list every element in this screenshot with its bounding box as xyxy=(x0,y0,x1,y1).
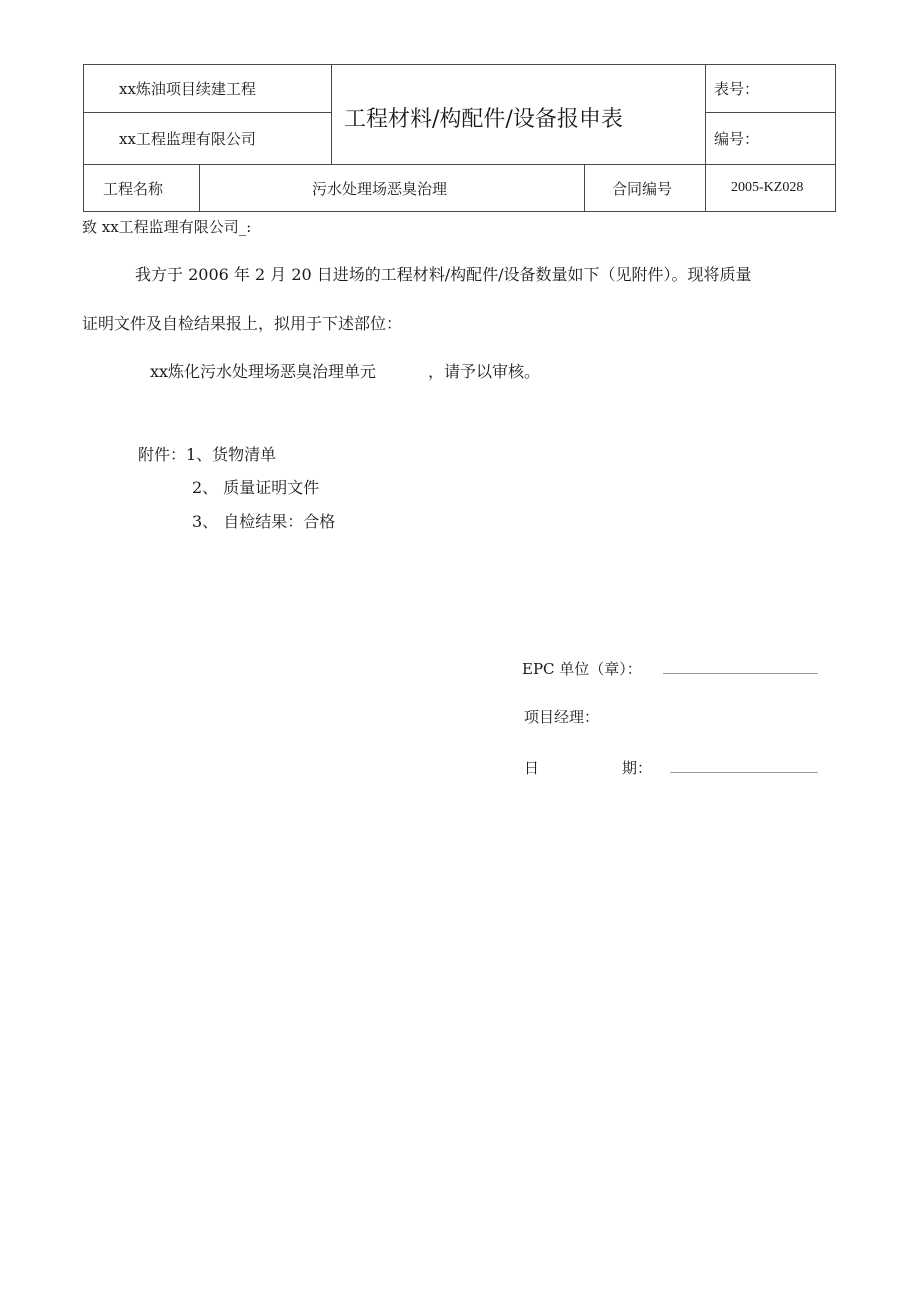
attachment-item-2: 2、 质量证明文件 xyxy=(192,478,320,497)
org-supervisor-name: xx工程监理有限公司 xyxy=(119,130,256,148)
table-divider-left-middle xyxy=(83,112,331,113)
date-label-right: 期： xyxy=(622,759,653,777)
epc-unit-label: EPC 单位（章）： xyxy=(522,660,642,678)
project-name-value: 污水处理场恶臭治理 xyxy=(312,180,448,198)
addressee-line: 致 xx工程监理有限公司_: xyxy=(82,218,252,236)
table-border-top xyxy=(83,64,836,65)
org-project-name: xx炼油项目续建工程 xyxy=(119,80,256,98)
paragraph-line-1: 我方于 2006 年 2 月 20 日进场的工程材料/构配件/设备数量如下（见附件）。现将质量 xyxy=(135,265,752,284)
attachment-item-1: 附件：1、货物清单 xyxy=(138,445,277,464)
serial-number-label: 编号： xyxy=(714,130,760,148)
attachment-item-3: 3、 自检结果：合格 xyxy=(192,512,336,531)
contract-number-value: 2005-KZ028 xyxy=(731,180,804,195)
table-divider-col1 xyxy=(331,64,332,164)
form-title: 工程材料/构配件/设备报申表 xyxy=(344,107,623,132)
table-border-right xyxy=(835,64,836,212)
table-border-left xyxy=(83,64,84,212)
table-divider-row2-a xyxy=(199,164,200,212)
date-signature-line[interactable] xyxy=(670,772,818,773)
table-border-bottom xyxy=(83,211,836,212)
table-divider-right-middle xyxy=(705,112,836,113)
header-table xyxy=(83,64,836,212)
table-number-label: 表号： xyxy=(714,80,760,98)
project-manager-label: 项目经理： xyxy=(524,708,600,726)
contract-number-label: 合同编号 xyxy=(612,180,673,198)
date-label-left: 日 xyxy=(524,759,540,777)
table-divider-col-right xyxy=(705,64,706,212)
location-request: ，请予以审核。 xyxy=(428,362,541,381)
paragraph-line-2: 证明文件及自检结果报上，拟用于下述部位： xyxy=(82,314,403,333)
epc-unit-signature-line[interactable] xyxy=(663,673,818,674)
table-divider-row2-b xyxy=(584,164,585,212)
location-part: xx炼化污水处理场恶臭治理单元 xyxy=(150,362,377,381)
project-name-label: 工程名称 xyxy=(103,180,164,198)
table-divider-row2 xyxy=(83,164,836,165)
